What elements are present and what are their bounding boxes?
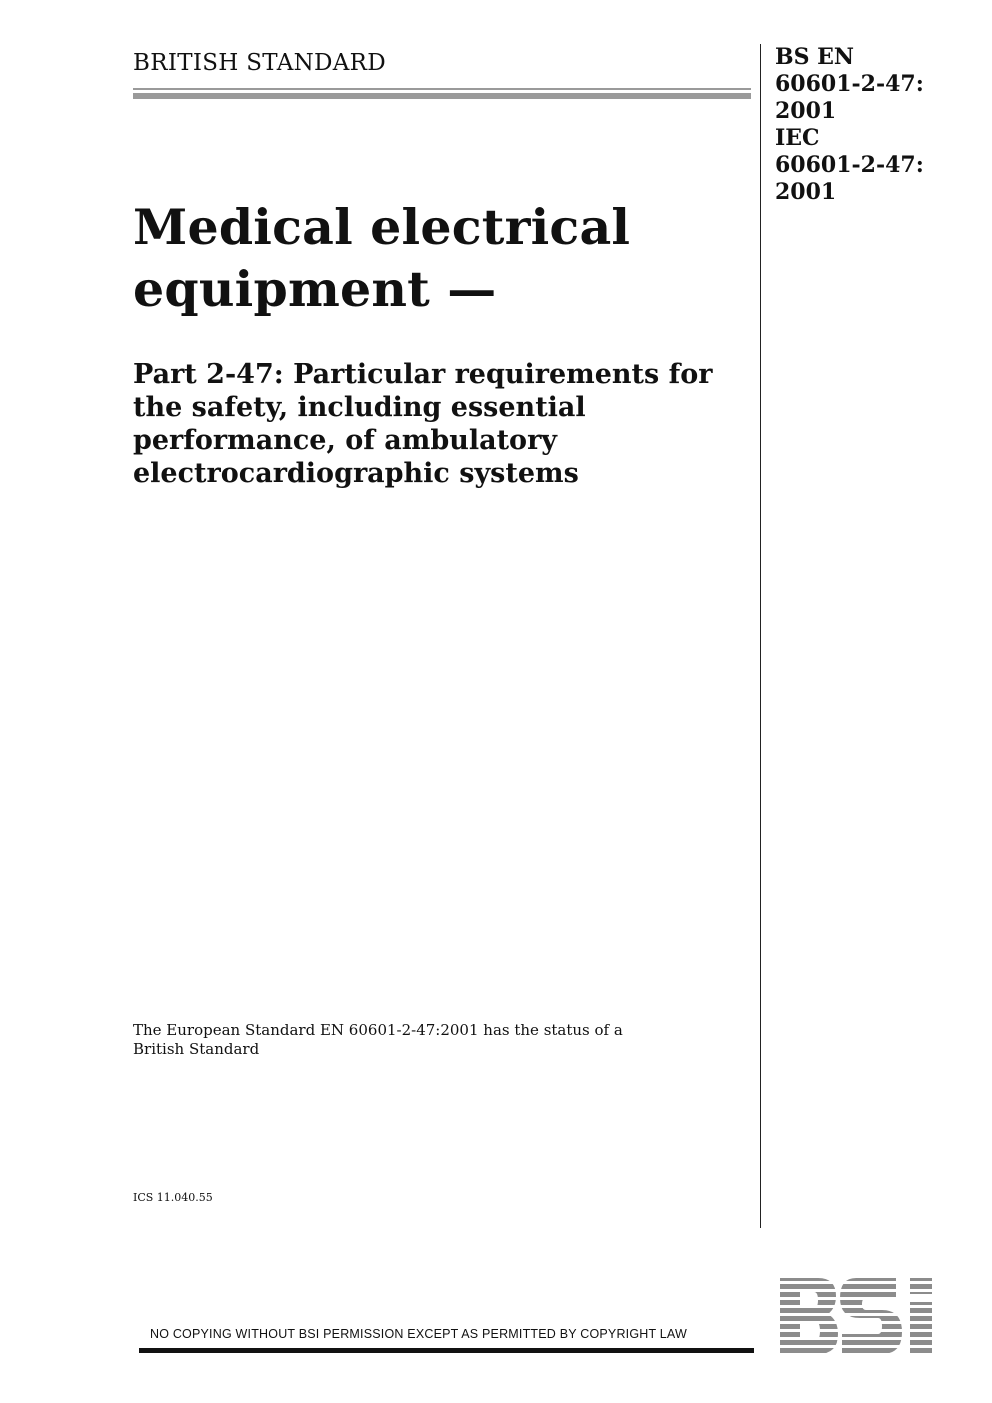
subtitle-line: performance, of ambulatory <box>133 425 557 456</box>
document-series-label: BRITISH STANDARD <box>133 50 387 76</box>
ics-code: ICS 11.040.55 <box>133 1191 213 1204</box>
standard-number-line: 60601-2-47: <box>775 71 924 97</box>
subtitle-line: Part 2-47: Particular requirements for <box>133 359 713 390</box>
copyright-notice: NO COPYING WITHOUT BSI PERMISSION EXCEPT AS PERMITTED BY COPYRIGHT LAW <box>150 1327 688 1341</box>
bsi-logo-icon <box>778 1276 954 1356</box>
subtitle-line: electrocardiographic systems <box>133 458 579 489</box>
title-line: Medical electrical <box>133 198 631 256</box>
status-note-line: British Standard <box>133 1040 260 1058</box>
subtitle-line: the safety, including essential <box>133 392 586 423</box>
header-rule-thick <box>133 93 751 99</box>
standard-number-block <box>775 44 924 206</box>
header-rule-thin <box>133 88 751 90</box>
footer-rule <box>139 1348 754 1353</box>
document-title <box>133 196 630 320</box>
status-note <box>133 1021 623 1059</box>
column-divider <box>760 44 761 1228</box>
standard-number-line: IEC <box>775 125 820 151</box>
title-line: equipment — <box>133 260 497 318</box>
status-note-line: The European Standard EN 60601-2-47:2001 has the status of a <box>133 1021 623 1039</box>
standard-number-line: 60601-2-47: <box>775 152 924 178</box>
document-subtitle <box>133 358 753 490</box>
standard-number-line: 2001 <box>775 98 837 124</box>
standard-number-line: BS EN <box>775 44 855 70</box>
standard-number-line: 2001 <box>775 179 837 205</box>
